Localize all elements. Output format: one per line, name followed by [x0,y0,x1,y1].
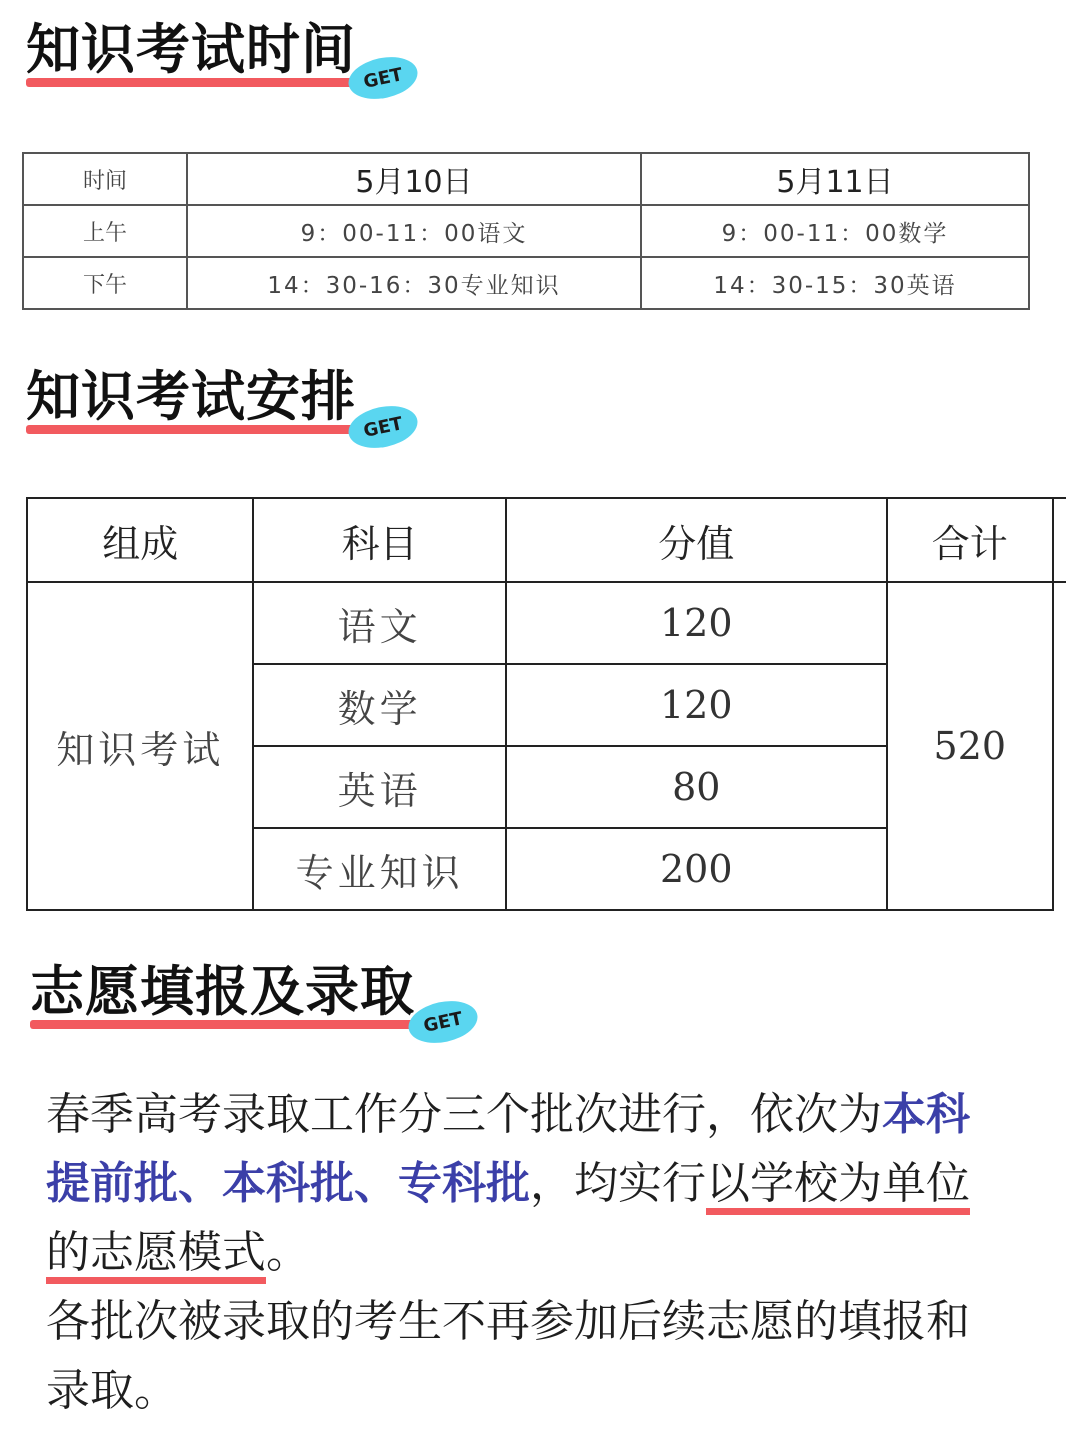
score-cell: 120 [506,664,887,746]
table-row [27,498,1066,582]
table-row [27,582,1066,664]
underlined-text: 以学校为单位的志愿模式 [46,1158,970,1278]
table-cell: 下午 [23,257,187,309]
score-cell: 200 [506,828,887,910]
table-header-cell: 组成 [27,498,253,582]
exam-time-table [22,152,1030,310]
table-header-cell: 合计 [887,498,1053,582]
separator: 、 [354,1158,398,1209]
section-title: 知识考试安排 [26,365,356,428]
paragraph-text: 春季高考录取工作分三个批次进行，依次为 [46,1089,882,1140]
subject-cell: 英语 [253,746,505,828]
table-header-cell: 科目 [253,498,505,582]
subject-cell: 语文 [253,582,505,664]
table-cell: 5月10日 [187,153,641,205]
table-row [23,205,1029,257]
separator: 、 [178,1158,222,1209]
table-row [23,257,1029,309]
section-title: 知识考试时间 [26,18,356,81]
table-cell: 时间 [23,153,187,205]
table-cell: 9：00-11：00数学 [641,205,1029,257]
get-badge: GET [345,51,422,105]
table-cell: 14：30-15：30英语 [641,257,1029,309]
section-heading-exam-time [26,18,405,98]
paragraph-text: ，均实行 [530,1158,706,1209]
total-cell: 520 [887,582,1053,910]
batch-highlight: 本科批 [222,1158,354,1209]
get-badge: GET [405,995,482,1049]
batch-highlight: 专科批 [398,1158,530,1209]
table-cell [1053,582,1066,910]
exam-plan-table [26,497,1066,911]
batch-highlight: 本科提前批 [46,1089,970,1209]
table-cell: 14：30-16：30专业知识 [187,257,641,309]
section-heading-admission [30,960,465,1040]
table-cell: 上午 [23,205,187,257]
score-cell: 120 [506,582,887,664]
table-cell: 9：00-11：00语文 [187,205,641,257]
paragraph-text: 各批次被录取的考生不再参加后续志愿的填报和录取。 [46,1296,970,1416]
table-cell: 5月11日 [641,153,1029,205]
admission-paragraph [46,1080,1006,1425]
table-cell [1053,498,1066,582]
section-heading-exam-plan [26,365,405,445]
score-cell: 80 [506,746,887,828]
section-title: 志愿填报及录取 [30,960,415,1023]
get-badge: GET [345,400,422,454]
group-cell: 知识考试 [27,582,253,910]
table-row [23,153,1029,205]
paragraph-text: 。 [266,1227,310,1278]
subject-cell: 数学 [253,664,505,746]
table-header-cell: 分值 [506,498,887,582]
subject-cell: 专业知识 [253,828,505,910]
